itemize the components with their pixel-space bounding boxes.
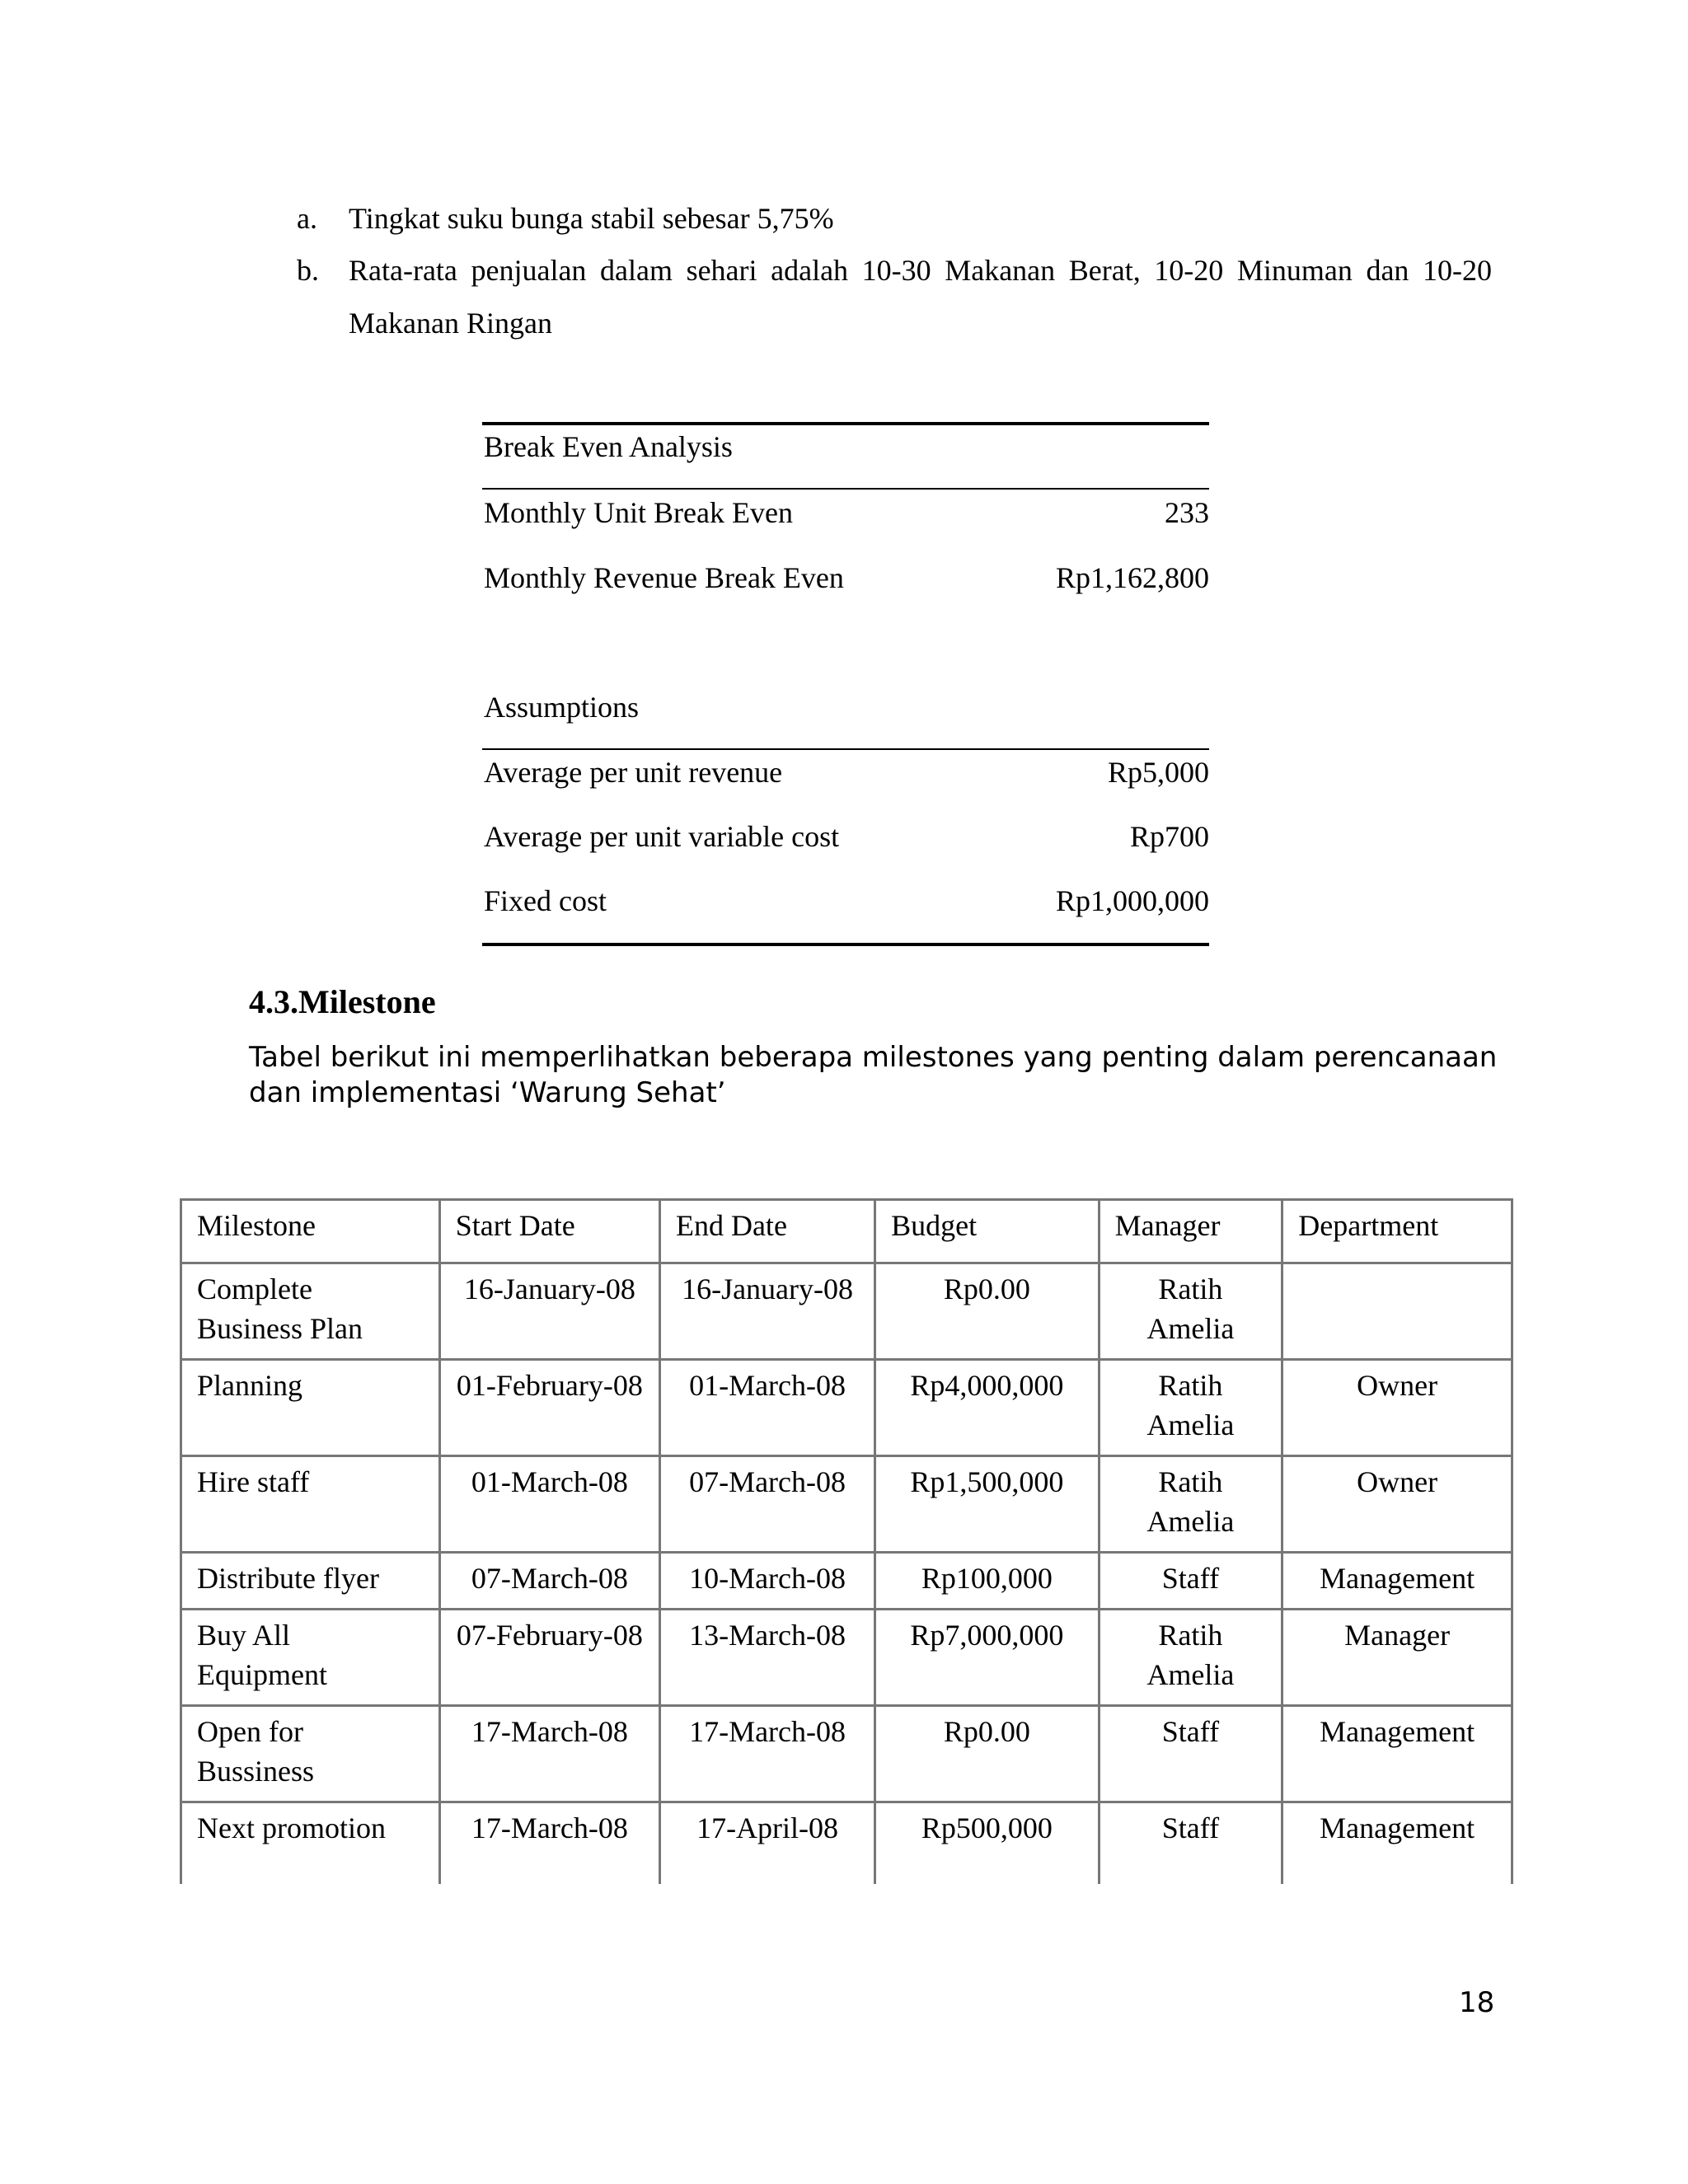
end-date-cell: 07-March-08 <box>659 1456 874 1553</box>
budget-cell: Rp7,000,000 <box>875 1610 1099 1706</box>
start-date-cell: 17-March-08 <box>439 1706 659 1802</box>
header-rule <box>482 488 1209 490</box>
department-cell: Management <box>1282 1553 1512 1610</box>
start-date-cell: 07-March-08 <box>439 1553 659 1610</box>
manager-cell: Ratih Amelia <box>1099 1360 1282 1456</box>
row-label: Average per unit revenue <box>484 756 783 789</box>
milestone-cell: Planning <box>181 1360 440 1456</box>
row-value: Rp1,162,800 <box>1055 561 1209 594</box>
manager-cell: Ratih Amelia <box>1099 1263 1282 1360</box>
list-text: Rata-rata penjualan dalam sehari adalah 10-30 Makanan Berat, 10-20 Minuman dan 10-20 Makanan Ringan <box>349 254 1492 340</box>
budget-cell: Rp1,500,000 <box>875 1456 1099 1553</box>
column-header: Budget <box>875 1200 1099 1263</box>
row-label: Average per unit variable cost <box>484 820 840 853</box>
start-date-cell: 17-March-08 <box>439 1802 659 1885</box>
assumptions-title: Assumptions <box>484 691 640 724</box>
manager-cell: Ratih Amelia <box>1099 1610 1282 1706</box>
table-row <box>181 1706 1512 1802</box>
break-even-title-row <box>482 420 1209 473</box>
end-date-cell: 01-March-08 <box>659 1360 874 1456</box>
table-bottom-rule <box>482 943 1209 946</box>
row-value: Rp1,000,000 <box>1055 884 1209 917</box>
row-value: Rp700 <box>1129 820 1209 853</box>
break-even-row <box>482 486 1209 539</box>
table-row <box>181 1553 1512 1610</box>
table-row <box>181 1456 1512 1553</box>
assumptions-rule <box>482 748 1209 750</box>
column-header: Start Date <box>439 1200 659 1263</box>
row-value: 233 <box>1165 496 1209 529</box>
assumption-row <box>482 746 1209 799</box>
section-intro: Tabel berikut ini memperlihatkan beberapa milestones yang penting dalam perencanaan dan implementasi ‘Warung Sehat’ <box>249 1041 1498 1109</box>
manager-cell: Ratih Amelia <box>1099 1456 1282 1553</box>
milestone-cell: Distribute flyer <box>181 1553 440 1610</box>
section-title: 4.3.Milestone <box>249 983 436 1020</box>
assumption-row <box>482 810 1209 863</box>
department-cell: Management <box>1282 1802 1512 1885</box>
table-row <box>181 1610 1512 1706</box>
list-marker: a. <box>297 202 317 235</box>
table-row <box>181 1360 1512 1456</box>
break-even-title: Break Even Analysis <box>484 430 733 463</box>
end-date-cell: 17-April-08 <box>659 1802 874 1885</box>
column-header: Milestone <box>181 1200 440 1263</box>
end-date-cell: 13-March-08 <box>659 1610 874 1706</box>
milestone-cell: Open for Bussiness <box>181 1706 440 1802</box>
page-number: 18 <box>1459 1986 1495 2019</box>
budget-cell: Rp500,000 <box>875 1802 1099 1885</box>
milestone-cell: Complete Business Plan <box>181 1263 440 1360</box>
department-cell <box>1282 1263 1512 1360</box>
start-date-cell: 16-January-08 <box>439 1263 659 1360</box>
start-date-cell: 07-February-08 <box>439 1610 659 1706</box>
column-header: Manager <box>1099 1200 1282 1263</box>
column-header: End Date <box>659 1200 874 1263</box>
department-cell: Management <box>1282 1706 1512 1802</box>
row-label: Fixed cost <box>484 884 607 917</box>
table-row <box>181 1802 1512 1885</box>
budget-cell: Rp100,000 <box>875 1553 1099 1610</box>
manager-cell: Staff <box>1099 1706 1282 1802</box>
milestone-cell: Buy All Equipment <box>181 1610 440 1706</box>
table-header-row <box>181 1200 1512 1263</box>
department-cell: Owner <box>1282 1360 1512 1456</box>
budget-cell: Rp4,000,000 <box>875 1360 1099 1456</box>
row-label: Monthly Revenue Break Even <box>484 561 844 594</box>
end-date-cell: 10-March-08 <box>659 1553 874 1610</box>
start-date-cell: 01-March-08 <box>439 1456 659 1553</box>
budget-cell: Rp0.00 <box>875 1706 1099 1802</box>
table-row <box>181 1263 1512 1360</box>
milestone-cell: Next promotion <box>181 1802 440 1885</box>
row-label: Monthly Unit Break Even <box>484 496 793 529</box>
list-marker: b. <box>297 254 319 287</box>
start-date-cell: 01-February-08 <box>439 1360 659 1456</box>
column-header: Department <box>1282 1200 1512 1263</box>
budget-cell: Rp0.00 <box>875 1263 1099 1360</box>
manager-cell: Staff <box>1099 1802 1282 1885</box>
milestone-table <box>180 1198 1513 1884</box>
department-cell: Manager <box>1282 1610 1512 1706</box>
list-text: Tingkat suku bunga stabil sebesar 5,75% <box>349 202 834 235</box>
department-cell: Owner <box>1282 1456 1512 1553</box>
assumptions-title-row <box>482 681 1209 733</box>
milestone-cell: Hire staff <box>181 1456 440 1553</box>
manager-cell: Staff <box>1099 1553 1282 1610</box>
end-date-cell: 16-January-08 <box>659 1263 874 1360</box>
row-value: Rp5,000 <box>1107 756 1209 789</box>
break-even-row <box>482 551 1209 604</box>
end-date-cell: 17-March-08 <box>659 1706 874 1802</box>
assumption-row <box>482 874 1209 927</box>
